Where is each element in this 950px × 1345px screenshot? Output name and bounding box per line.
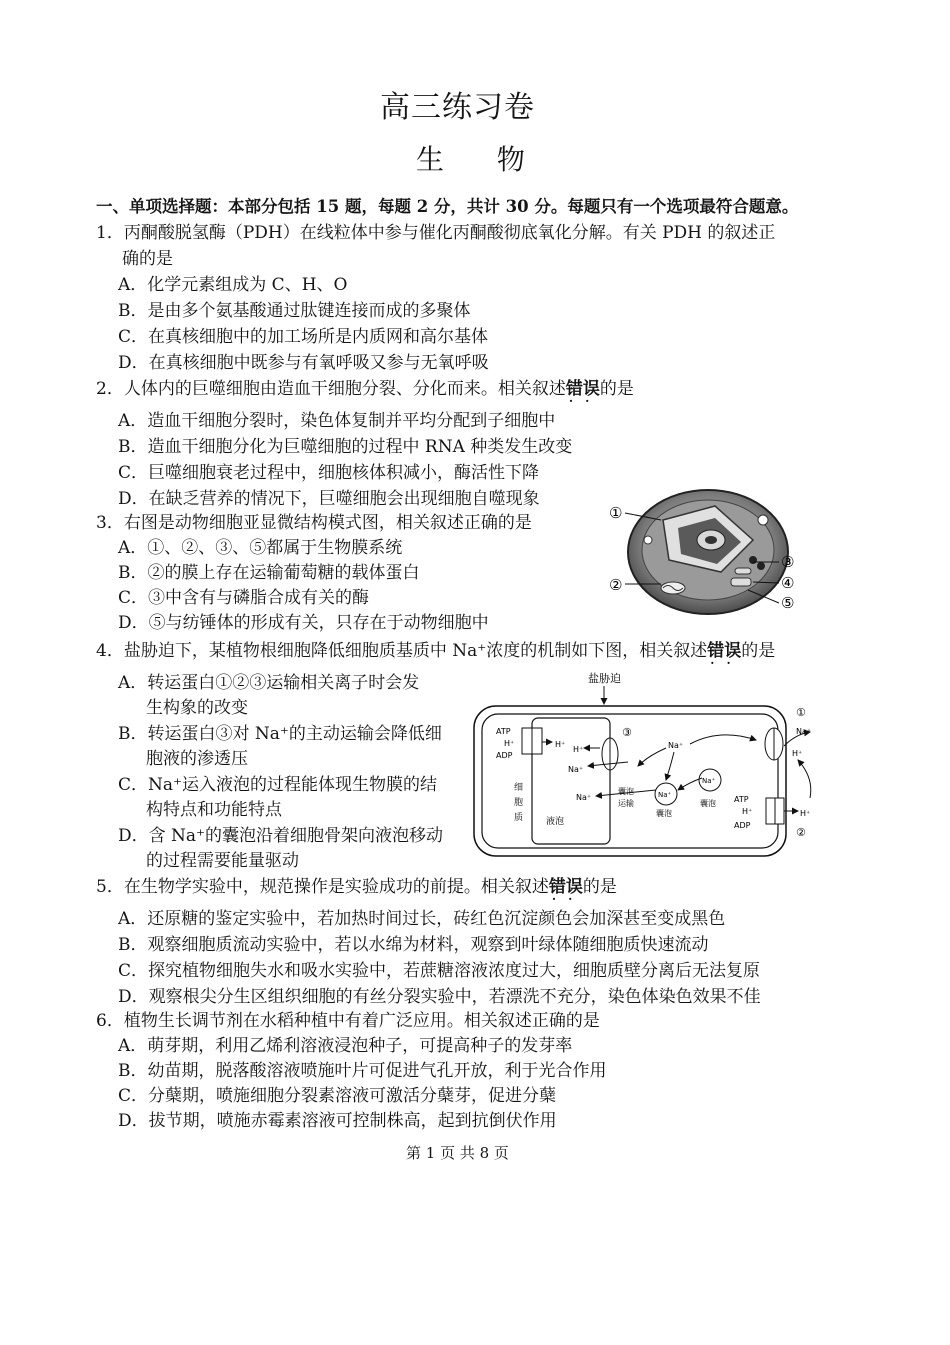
svg-text:细: 细 (514, 783, 524, 793)
na-transport-figure (470, 668, 830, 863)
question-stem: 5．在生物学实验中，规范操作是实验成功的前提。相关叙述错误 · ·的是 (96, 872, 617, 897)
section-heading: 一、单项选择题：本部分包括 15 题，每题 2 分，共计 30 分。每题只有一个选项最符合题意。 (96, 197, 799, 216)
option-d-cont: 的过程需要能量驱动 (146, 851, 299, 871)
question-stem: 2．人体内的巨噬细胞由造血干细胞分裂、分化而来。相关叙述错误 · ·的是 (96, 374, 634, 399)
question-stem: 4．盐胁迫下，某植物根细胞降低细胞质基质中 Na⁺浓度的机制如下图，相关叙述错误 · ·的是 (96, 636, 775, 661)
option-b: B．观察细胞质流动实验中，若以水绵为材料，观察到叶绿体随细胞质快速流动 (118, 935, 709, 955)
svg-text:②: ② (796, 826, 806, 839)
question-stem: 3．右图是动物细胞亚显微结构模式图，相关叙述正确的是 (96, 513, 532, 533)
animal-cell-figure (603, 480, 828, 620)
label-5: ⑤ (781, 594, 795, 612)
option-d: D．⑤与纺锤体的形成有关，只存在于动物细胞中 (118, 613, 489, 633)
vacuole-label: 液泡 (546, 817, 565, 827)
svg-text:H⁺: H⁺ (555, 740, 566, 749)
label-3: ③ (781, 553, 795, 571)
option-d: D．拔节期，喷施赤霉素溶液可控制株高，起到抗倒伏作用 (118, 1111, 557, 1131)
vacuole (532, 718, 610, 844)
option-b-cont: 胞液的渗透压 (146, 749, 248, 769)
option-c: C．探究植物细胞失水和吸水实验中，若蔗糖溶液浓度过大，细胞质壁分离后无法复原 (118, 961, 761, 981)
svg-text:质: 质 (514, 813, 524, 823)
svg-text:ADP: ADP (496, 751, 513, 760)
option-a: A．转运蛋白①②③运输相关离子时会发 (118, 673, 420, 693)
option-a: A．造血干细胞分裂时，染色体复制并平均分配到子细胞中 (118, 411, 556, 431)
svg-text:ATP: ATP (496, 727, 511, 736)
option-b: B．②的膜上存在运输葡萄糖的载体蛋白 (118, 563, 420, 583)
option-a: A．①、②、③、⑤都属于生物膜系统 (118, 538, 403, 558)
svg-text:H⁺: H⁺ (573, 745, 584, 754)
emphasis-wrong: 错误 · · (549, 877, 583, 897)
svg-text:ATP: ATP (734, 795, 749, 804)
svg-text:囊泡: 囊泡 (700, 799, 716, 808)
svg-text:Na⁺: Na⁺ (658, 791, 672, 799)
svg-text:Na⁺: Na⁺ (702, 777, 716, 785)
option-d: D．在真核细胞中既参与有氧呼吸又参与无氧呼吸 (118, 353, 489, 373)
svg-text:胞: 胞 (514, 798, 524, 808)
exam-title: 高三练习卷 (380, 90, 535, 125)
svg-text:H⁺: H⁺ (792, 749, 803, 758)
question-stem-cont: 确的是 (122, 249, 173, 269)
label-1: ① (609, 504, 623, 522)
subject-title: 生 物 (416, 143, 547, 176)
svg-text:囊泡: 囊泡 (656, 809, 672, 818)
option-b: B．是由多个氨基酸通过肽键连接而成的多聚体 (118, 301, 471, 321)
option-c-cont: 构特点和功能特点 (146, 800, 282, 820)
golgi (731, 578, 751, 586)
label-2: ② (609, 576, 623, 594)
question-stem: 6．植物生长调节剂在水稻种植中有着广泛应用。相关叙述正确的是 (96, 1011, 600, 1031)
salt-stress-label: 盐胁迫 (588, 672, 621, 685)
svg-text:H⁺: H⁺ (742, 807, 753, 816)
option-b: B．造血干细胞分化为巨噬细胞的过程中 RNA 种类发生改变 (118, 437, 573, 457)
option-a: A．还原糖的鉴定实验中，若加热时间过长，砖红色沉淀颜色会加深甚至变成黑色 (118, 909, 726, 929)
option-a: A．化学元素组成为 C、H、O (118, 275, 348, 295)
option-b: B．转运蛋白③对 Na⁺的主动运输会降低细 (118, 724, 442, 744)
option-d: D．在缺乏营养的情况下，巨噬细胞会出现细胞自噬现象 (118, 489, 540, 509)
svg-text:Na⁺: Na⁺ (796, 727, 812, 736)
svg-text:H⁺: H⁺ (800, 809, 811, 818)
page-footer: 第 1 页 共 8 页 (406, 1144, 509, 1162)
option-d: D．观察根尖分生区组织细胞的有丝分裂实验中，若漂洗不充分，染色体染色效果不佳 (118, 987, 761, 1007)
label-4: ④ (781, 574, 795, 592)
svg-text:Na⁺: Na⁺ (568, 765, 584, 774)
svg-text:③: ③ (622, 726, 632, 739)
svg-text:Na⁺: Na⁺ (576, 793, 592, 802)
emphasis-wrong: 错误 · · (566, 379, 600, 399)
option-c: C．在真核细胞中的加工场所是内质网和高尔基体 (118, 327, 489, 347)
emphasis-wrong: 错误 · · (707, 641, 741, 661)
svg-text:Na⁺: Na⁺ (668, 741, 684, 750)
option-c: C．分蘖期，喷施细胞分裂素溶液可激活分蘖芽，促进分蘖 (118, 1086, 557, 1106)
svg-text:运输: 运输 (618, 799, 634, 808)
option-c: C．③中含有与磷脂合成有关的酶 (118, 588, 370, 608)
svg-text:①: ① (796, 706, 806, 719)
option-a: A．萌芽期，利用乙烯利溶液浸泡种子，可提高种子的发芽率 (118, 1036, 573, 1056)
svg-text:H⁺: H⁺ (504, 739, 515, 748)
svg-text:囊泡: 囊泡 (618, 787, 634, 796)
option-a-cont: 生构象的改变 (146, 698, 248, 718)
option-b: B．幼苗期，脱落酸溶液喷施叶片可促进气孔开放，利于光合作用 (118, 1061, 607, 1081)
centriole (749, 556, 757, 564)
svg-text:ADP: ADP (734, 821, 751, 830)
option-c: C．巨噬细胞衰老过程中，细胞核体积减小，酶活性下降 (118, 463, 540, 483)
option-c: C．Na⁺运入液泡的过程能体现生物膜的结 (118, 775, 437, 795)
question-stem: 1．丙酮酸脱氢酶（PDH）在线粒体中参与催化丙酮酸彻底氧化分解。有关 PDH 的叙述正 (96, 223, 776, 243)
option-d: D．含 Na⁺的囊泡沿着细胞骨架向液泡移动 (118, 826, 444, 846)
